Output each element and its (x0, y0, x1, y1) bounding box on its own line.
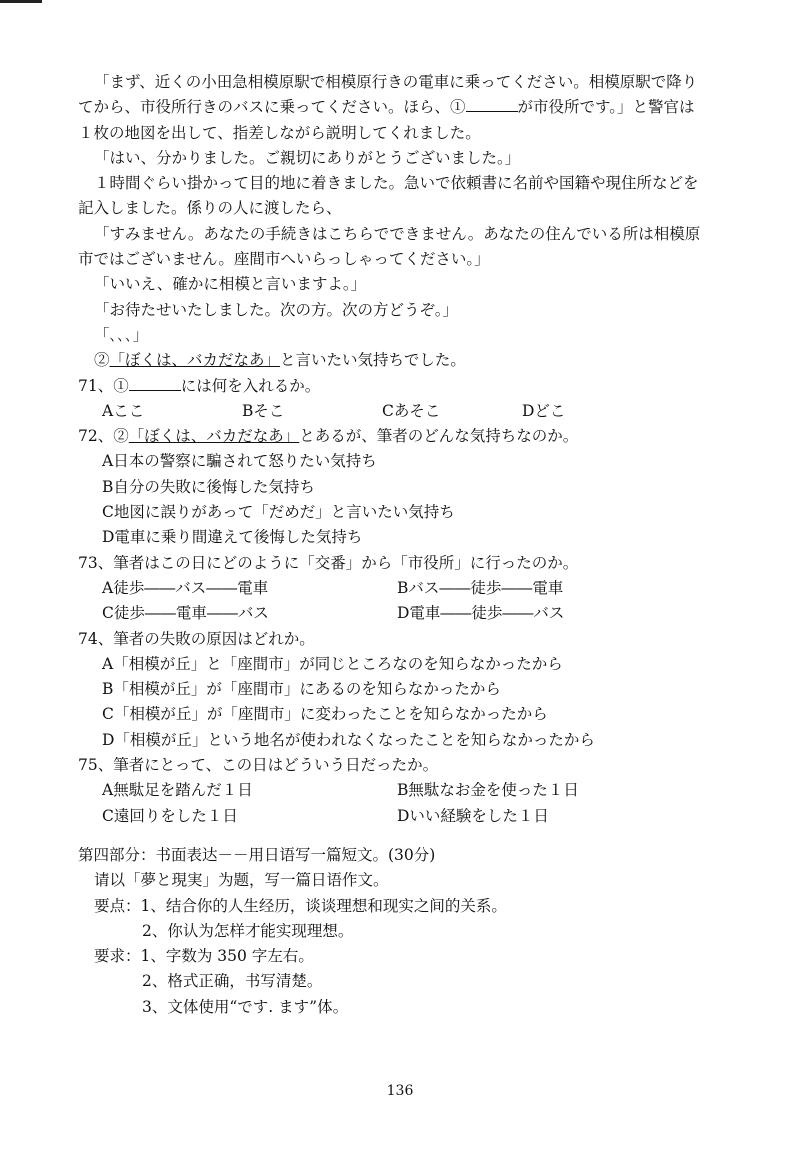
answer-blank (466, 97, 518, 112)
passage-line: 記入しました。係りの人に渡したら、 (78, 199, 342, 218)
question-73: 73、筆者はこの日にどのように「交番」から「市役所」に行ったのか。 (78, 553, 579, 572)
option: C地図に誤りがあって「だめだ」と言いたい気持ち (102, 503, 455, 522)
question-75: 75、筆者にとって、この日はどういう日だったか。 (78, 756, 439, 775)
passage-line: １時間ぐらい掛かって目的地に着きました。急いで依頼書に名前や国籍や現住所などを (94, 174, 699, 193)
part4-point: 2、你认为怎样才能实现理想。 (142, 921, 354, 940)
option: Bそこ (242, 401, 285, 420)
question-75-options-row (78, 804, 738, 829)
passage-line: 「いいえ、確かに相模と言いますよ。」 (94, 275, 367, 294)
option: Aここ (102, 401, 145, 420)
option: A「相模が丘」と「座間市」が同じところなのを知らなかったから (102, 654, 563, 673)
option: D「相模が丘」という地名が使われなくなったことを知らなかったから (102, 730, 595, 749)
passage-line: 「はい、分かりました。ご親切にありがとうございました。」 (94, 148, 521, 167)
question-73-options-row (78, 601, 738, 626)
underlined-quote: 「ぼくは、バカだなあ」 (109, 351, 281, 370)
part4-requirement: 2、格式正确，书写清楚。 (142, 972, 323, 991)
option: Cあそこ (382, 401, 441, 420)
question-73-options-row (78, 576, 738, 601)
question-75-options-row (78, 778, 738, 803)
page-number: 136 (386, 1083, 414, 1099)
answer-blank (129, 376, 181, 391)
passage-line: 「お待たせいたしました。次の方。次の方どうぞ。」 (94, 300, 458, 319)
part4-requirement: 3、文体使用“です. ます”体。 (142, 997, 349, 1016)
option: D電車に乗り間違えて後悔した気持ち (102, 528, 363, 547)
part4-prompt: 请以「夢と現実」为题，写一篇日语作文。 (94, 871, 389, 890)
question-71-options (78, 399, 738, 424)
option: C「相模が丘」が「座間市」に変わったことを知らなかったから (102, 705, 548, 724)
option: Dいい経験をした１日 (397, 806, 549, 825)
option: C遠回りをした１日 (102, 806, 238, 825)
question-71: 71、① には何を入れるか。 (78, 376, 321, 395)
option: C徒歩――電車――バス (102, 604, 269, 623)
question-72: 72、②「ぼくは、バカだなあ」とあるが、筆者のどんな気持ちなのか。 (78, 427, 579, 446)
part4-requirement: 要求：1、字数为 350 字左右。 (94, 947, 314, 966)
option: A日本の警察に騙されて怒りたい気持ち (102, 452, 377, 471)
page-content (78, 70, 738, 1020)
passage-line: ②「ぼくは、バカだなあ」と言いたい気持ちでした。 (94, 351, 466, 370)
option: B無駄なお金を使った１日 (397, 781, 579, 800)
option: B自分の失敗に後悔した気持ち (102, 477, 315, 496)
passage-line: てから、市役所行きのバスに乗ってください。ほら、① が市役所です。」と警官は (78, 98, 695, 117)
part4-heading: 第四部分：书面表达－－用日语写一篇短文。(30分) (78, 845, 436, 864)
option: A徒歩――バス――電車 (102, 578, 269, 597)
part4-point: 要点：1、结合你的人生经历，谈谈理想和现实之间的关系。 (94, 896, 507, 915)
underlined-quote: 「ぼくは、バカだなあ」 (128, 427, 300, 446)
option: D電車――徒歩――バス (397, 604, 565, 623)
passage-line: 市ではございません。座間市へいらっしゃってください。」 (78, 250, 490, 269)
passage-line: 「すみません。あなたの手続きはこちらでできません。あなたの住んでいる所は相模原 (94, 224, 701, 243)
option: Dどこ (522, 401, 566, 420)
passage-line: １枚の地図を出して、指差しながら説明してくれました。 (78, 123, 481, 142)
option: A無駄足を踏んだ１日 (102, 781, 253, 800)
option: Bバス――徒歩――電車 (397, 578, 564, 597)
option: B「相模が丘」が「座間市」にあるのを知らなかったから (102, 680, 501, 699)
passage-line: 「まず、近くの小田急相模原駅で相模原行きの電車に乗ってください。相模原駅で降り (94, 73, 698, 91)
passage-line: 「､､､」 (94, 325, 149, 344)
section-gap (78, 829, 738, 843)
question-74: 74、筆者の失敗の原因はどれか。 (78, 629, 315, 648)
corner-mark (0, 0, 42, 3)
